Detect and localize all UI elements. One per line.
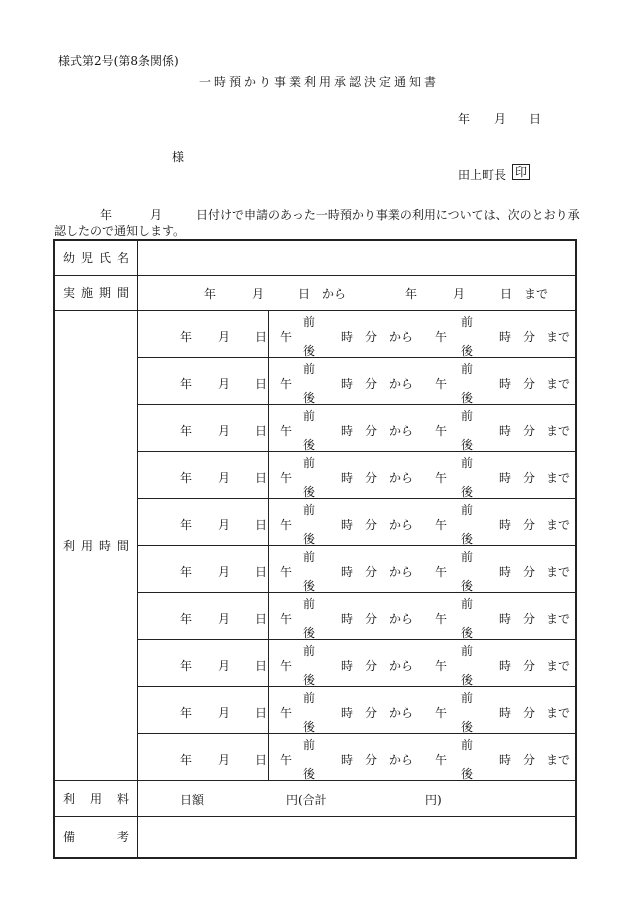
- slot-until: まで: [546, 705, 571, 720]
- usage-slot-row[interactable]: [138, 452, 575, 499]
- slot-go: 午: [435, 329, 448, 344]
- slot-year: 年: [180, 658, 193, 673]
- slot-hour: 時: [341, 470, 354, 485]
- slot-until: まで: [546, 470, 571, 485]
- period-day-2: 日: [500, 287, 513, 301]
- period-month-1: 月: [252, 287, 265, 301]
- period-label: 実施期間: [63, 286, 129, 300]
- slot-zen: 前: [303, 549, 316, 564]
- usage-time-label: 利用時間: [63, 538, 129, 553]
- slot-ato: 後: [461, 390, 474, 405]
- remarks-field[interactable]: [138, 816, 577, 858]
- usage-slot-row[interactable]: [138, 687, 575, 734]
- period-row: [54, 275, 576, 310]
- slot-minute: 分: [523, 517, 536, 532]
- child-name-label: 幼児氏名: [63, 251, 129, 266]
- slot-ato: 後: [303, 719, 316, 734]
- slot-go: 午: [280, 376, 293, 391]
- slot-minute: 分: [365, 705, 378, 720]
- remarks-label: 備考: [63, 830, 129, 845]
- form-number: 様式第2号(第8条関係): [58, 54, 179, 68]
- slot-go: 午: [435, 705, 448, 720]
- slot-hour: 時: [499, 423, 512, 438]
- slot-day: 日: [255, 658, 268, 673]
- slot-year: 年: [180, 705, 193, 720]
- slot-minute: 分: [365, 329, 378, 344]
- slot-ato: 後: [461, 672, 474, 687]
- period-until: まで: [524, 287, 549, 301]
- slot-month: 月: [218, 517, 231, 532]
- slot-ato: 後: [303, 390, 316, 405]
- slot-ato: 後: [303, 531, 316, 546]
- slot-hour: 時: [499, 752, 512, 767]
- fee-daily: 日額: [180, 793, 205, 807]
- slot-day: 日: [255, 564, 268, 579]
- slot-day: 日: [255, 705, 268, 720]
- slot-ato: 後: [303, 766, 316, 781]
- slot-year: 年: [180, 752, 193, 767]
- slot-minute: 分: [523, 470, 536, 485]
- slot-until: まで: [546, 752, 571, 767]
- slot-ato: 後: [461, 719, 474, 734]
- usage-slot-row[interactable]: [138, 593, 575, 640]
- slot-minute: 分: [365, 376, 378, 391]
- slot-month: 月: [218, 611, 231, 626]
- slot-hour: 時: [499, 564, 512, 579]
- slot-year: 年: [180, 517, 193, 532]
- slot-day: 日: [255, 611, 268, 626]
- slot-hour: 時: [499, 705, 512, 720]
- slot-ato: 後: [461, 343, 474, 358]
- slot-hour: 時: [499, 470, 512, 485]
- slot-go: 午: [435, 564, 448, 579]
- slot-until: まで: [546, 376, 571, 391]
- slot-divider: [268, 452, 269, 498]
- slot-ato: 後: [303, 343, 316, 358]
- slot-year: 年: [180, 329, 193, 344]
- slot-minute: 分: [365, 658, 378, 673]
- slot-zen: 前: [461, 455, 474, 470]
- date-year: 年: [458, 112, 471, 126]
- slot-divider: [268, 593, 269, 639]
- slot-go: 午: [280, 564, 293, 579]
- slot-day: 日: [255, 470, 268, 485]
- period-month-2: 月: [453, 287, 466, 301]
- slot-hour: 時: [341, 658, 354, 673]
- slot-minute: 分: [523, 423, 536, 438]
- usage-slot-row[interactable]: [138, 546, 575, 593]
- slot-minute: 分: [365, 423, 378, 438]
- slot-until: まで: [546, 564, 571, 579]
- slot-ato: 後: [461, 437, 474, 452]
- remarks-row: [54, 816, 576, 858]
- slot-day: 日: [255, 423, 268, 438]
- usage-slot-row[interactable]: [138, 640, 575, 687]
- slot-minute: 分: [365, 517, 378, 532]
- body-month: 月: [150, 208, 163, 222]
- slot-year: 年: [180, 423, 193, 438]
- slot-go: 午: [280, 658, 293, 673]
- slot-ato: 後: [303, 578, 316, 593]
- slot-hour: 時: [341, 329, 354, 344]
- slot-ato: 後: [461, 625, 474, 640]
- slot-hour: 時: [341, 376, 354, 391]
- slot-hour: 時: [499, 658, 512, 673]
- slot-divider: [268, 358, 269, 404]
- slot-go: 午: [435, 658, 448, 673]
- slot-go: 午: [435, 376, 448, 391]
- slot-month: 月: [218, 470, 231, 485]
- slot-go: 午: [435, 470, 448, 485]
- addressee-suffix: 様: [172, 150, 185, 164]
- slot-ato: 後: [461, 578, 474, 593]
- period-from: から: [322, 287, 347, 301]
- usage-slot-row[interactable]: [138, 311, 575, 358]
- slot-divider: [268, 405, 269, 451]
- slot-divider: [268, 734, 269, 780]
- slot-go: 午: [280, 705, 293, 720]
- slot-zen: 前: [461, 361, 474, 376]
- slot-from: から: [389, 376, 414, 391]
- slot-day: 日: [255, 752, 268, 767]
- slot-go: 午: [435, 752, 448, 767]
- slot-minute: 分: [523, 658, 536, 673]
- slot-hour: 時: [499, 517, 512, 532]
- slot-minute: 分: [365, 564, 378, 579]
- period-field[interactable]: [138, 275, 577, 310]
- slot-divider: [268, 640, 269, 686]
- slot-ato: 後: [303, 672, 316, 687]
- slot-zen: 前: [461, 643, 474, 658]
- slot-from: から: [389, 611, 414, 626]
- usage-slot-row[interactable]: [138, 358, 575, 405]
- period-day-1: 日: [298, 287, 311, 301]
- slot-minute: 分: [523, 329, 536, 344]
- slot-go: 午: [280, 329, 293, 344]
- slot-divider: [268, 499, 269, 545]
- slot-hour: 時: [341, 611, 354, 626]
- slot-year: 年: [180, 564, 193, 579]
- slot-month: 月: [218, 658, 231, 673]
- fee-close: 円): [425, 793, 442, 807]
- slot-zen: 前: [303, 596, 316, 611]
- slot-hour: 時: [341, 705, 354, 720]
- slot-zen: 前: [303, 314, 316, 329]
- slot-month: 月: [218, 705, 231, 720]
- slot-month: 月: [218, 752, 231, 767]
- slot-month: 月: [218, 423, 231, 438]
- slot-go: 午: [435, 423, 448, 438]
- slot-hour: 時: [341, 423, 354, 438]
- slot-hour: 時: [499, 329, 512, 344]
- slot-zen: 前: [461, 596, 474, 611]
- slot-minute: 分: [523, 376, 536, 391]
- seal-mark: 印: [512, 164, 530, 180]
- slot-zen: 前: [303, 643, 316, 658]
- issuer: 田上町長: [458, 168, 507, 182]
- slot-hour: 時: [499, 611, 512, 626]
- slot-zen: 前: [461, 549, 474, 564]
- fee-total: 円(合計: [286, 793, 327, 807]
- fee-label: 利用料: [63, 791, 129, 806]
- slot-minute: 分: [523, 611, 536, 626]
- slot-ato: 後: [461, 531, 474, 546]
- slot-from: から: [389, 705, 414, 720]
- slot-until: まで: [546, 658, 571, 673]
- slot-until: まで: [546, 611, 571, 626]
- date-day: 日: [529, 112, 542, 126]
- slot-go: 午: [280, 752, 293, 767]
- slot-year: 年: [180, 470, 193, 485]
- child-name-row: [54, 240, 576, 275]
- slot-month: 月: [218, 376, 231, 391]
- slot-zen: 前: [461, 690, 474, 705]
- fee-field[interactable]: [138, 780, 577, 816]
- slot-month: 月: [218, 329, 231, 344]
- period-year-1: 年: [204, 287, 217, 301]
- slot-hour: 時: [499, 376, 512, 391]
- slot-ato: 後: [461, 766, 474, 781]
- slot-go: 午: [280, 423, 293, 438]
- period-year-2: 年: [405, 287, 418, 301]
- fee-row: [54, 780, 576, 816]
- slot-go: 午: [435, 611, 448, 626]
- usage-slots: [138, 311, 575, 780]
- slot-from: から: [389, 329, 414, 344]
- slot-divider: [268, 546, 269, 592]
- slot-minute: 分: [523, 752, 536, 767]
- slot-year: 年: [180, 376, 193, 391]
- slot-ato: 後: [303, 484, 316, 499]
- usage-slot-row[interactable]: [138, 405, 575, 452]
- slot-from: から: [389, 564, 414, 579]
- slot-hour: 時: [341, 752, 354, 767]
- slot-zen: 前: [303, 455, 316, 470]
- slot-minute: 分: [365, 611, 378, 626]
- slot-month: 月: [218, 564, 231, 579]
- usage-slot-row[interactable]: [138, 734, 575, 780]
- slot-until: まで: [546, 423, 571, 438]
- slot-divider: [268, 311, 269, 357]
- slot-zen: 前: [303, 737, 316, 752]
- slot-day: 日: [255, 517, 268, 532]
- slot-until: まで: [546, 329, 571, 344]
- slot-ato: 後: [303, 625, 316, 640]
- slot-zen: 前: [303, 502, 316, 517]
- slot-zen: 前: [461, 737, 474, 752]
- slot-go: 午: [280, 470, 293, 485]
- body-line2: 認したので通知します。: [54, 224, 186, 238]
- application-table: [53, 239, 577, 859]
- body-line1: 日付けで申請のあった一時預かり事業の利用については、次のとおり承: [196, 208, 580, 222]
- slot-minute: 分: [365, 470, 378, 485]
- child-name-field[interactable]: [138, 240, 577, 275]
- slot-year: 年: [180, 611, 193, 626]
- slot-divider: [268, 687, 269, 733]
- slot-from: から: [389, 517, 414, 532]
- slot-from: から: [389, 752, 414, 767]
- slot-go: 午: [280, 517, 293, 532]
- slot-from: から: [389, 470, 414, 485]
- slot-minute: 分: [523, 705, 536, 720]
- slot-from: から: [389, 423, 414, 438]
- usage-time-row: [54, 310, 576, 780]
- slot-ato: 後: [303, 437, 316, 452]
- slot-from: から: [389, 658, 414, 673]
- slot-zen: 前: [303, 361, 316, 376]
- date-month: 月: [494, 112, 507, 126]
- slot-go: 午: [280, 611, 293, 626]
- slot-day: 日: [255, 376, 268, 391]
- body-year: 年: [100, 208, 113, 222]
- slot-zen: 前: [303, 690, 316, 705]
- slot-minute: 分: [523, 564, 536, 579]
- slot-zen: 前: [461, 408, 474, 423]
- slot-zen: 前: [303, 408, 316, 423]
- slot-until: まで: [546, 517, 571, 532]
- slot-zen: 前: [461, 314, 474, 329]
- slot-go: 午: [435, 517, 448, 532]
- slot-day: 日: [255, 329, 268, 344]
- slot-ato: 後: [461, 484, 474, 499]
- document-title: 一時預かり事業利用承認決定通知書: [199, 75, 440, 89]
- slot-zen: 前: [461, 502, 474, 517]
- slot-hour: 時: [341, 517, 354, 532]
- usage-slot-row[interactable]: [138, 499, 575, 546]
- slot-hour: 時: [341, 564, 354, 579]
- slot-minute: 分: [365, 752, 378, 767]
